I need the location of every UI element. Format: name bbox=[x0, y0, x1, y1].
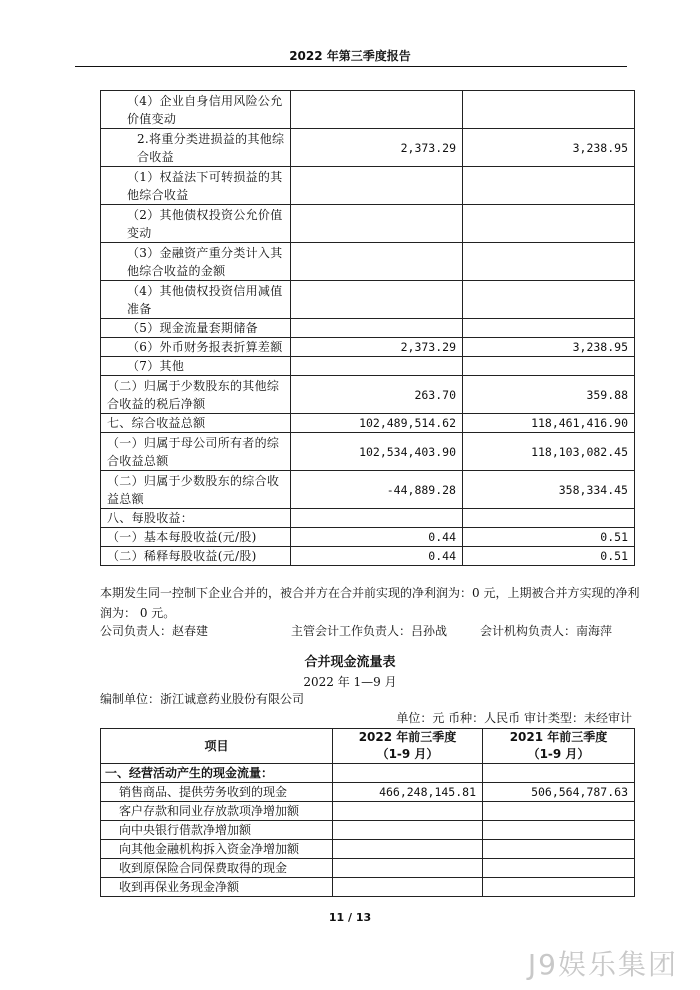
company-officer: 公司负责人：赵春建 bbox=[100, 624, 209, 638]
value-current-period bbox=[291, 319, 463, 338]
row-label: 收到原保险合同保费取得的现金 bbox=[101, 859, 333, 878]
col-header-2021-line1: 2021 年前三季度 bbox=[509, 730, 608, 744]
row-label: （6）外币财务报表折算差额 bbox=[101, 338, 291, 357]
section-prev bbox=[483, 764, 635, 783]
value-2022 bbox=[333, 878, 483, 897]
value-prior-period bbox=[463, 205, 635, 243]
value-prior-period: 358,334.45 bbox=[463, 471, 635, 509]
value-2021 bbox=[483, 840, 635, 859]
col-header-2021 bbox=[483, 729, 635, 764]
col-header-2022-line1: 2022 年前三季度 bbox=[358, 730, 457, 744]
value-2022 bbox=[333, 821, 483, 840]
table-row bbox=[101, 281, 635, 319]
value-prior-period: 3,238.95 bbox=[463, 129, 635, 167]
row-label: 销售商品、提供劳务收到的现金 bbox=[101, 783, 333, 802]
row-label: （二）归属于少数股东的其他综合收益的税后净额 bbox=[101, 376, 291, 414]
table-row bbox=[101, 547, 635, 566]
table-row bbox=[101, 205, 635, 243]
section-cur bbox=[333, 764, 483, 783]
value-2022: 466,248,145.81 bbox=[333, 783, 483, 802]
value-prior-period bbox=[463, 319, 635, 338]
value-current-period: 2,373.29 bbox=[291, 338, 463, 357]
value-current-period bbox=[291, 91, 463, 129]
row-label: （一）归属于母公司所有者的综合收益总额 bbox=[101, 433, 291, 471]
row-label: 2.将重分类进损益的其他综合收益 bbox=[101, 129, 291, 167]
value-current-period: 2,373.29 bbox=[291, 129, 463, 167]
value-current-period bbox=[291, 167, 463, 205]
value-prior-period bbox=[463, 509, 635, 528]
merger-note: 本期发生同一控制下企业合并的，被合并方在合并前实现的净利润为：0 元，上期被合并方实现的净利润为： 0 元。 bbox=[100, 586, 640, 620]
table-row bbox=[101, 319, 635, 338]
value-current-period bbox=[291, 281, 463, 319]
row-label: 客户存款和同业存放款项净增加额 bbox=[101, 802, 333, 821]
value-2022 bbox=[333, 859, 483, 878]
value-current-period bbox=[291, 243, 463, 281]
value-current-period bbox=[291, 357, 463, 376]
table-row bbox=[101, 802, 635, 821]
row-label: （2）其他债权投资公允价值变动 bbox=[101, 205, 291, 243]
col-header-2021-line2: （1-9 月） bbox=[527, 747, 590, 761]
report-header-title: 2022 年第三季度报告 bbox=[289, 49, 411, 63]
col-header-2022 bbox=[333, 729, 483, 764]
value-current-period: 0.44 bbox=[291, 528, 463, 547]
value-prior-period bbox=[463, 357, 635, 376]
unit-currency-audit: 单位：元 币种：人民币 审计类型：未经审计 bbox=[396, 711, 632, 725]
row-label: 八、每股收益： bbox=[101, 509, 291, 528]
section-row bbox=[101, 764, 635, 783]
value-2021 bbox=[483, 802, 635, 821]
row-label: （5）现金流量套期储备 bbox=[101, 319, 291, 338]
table-row bbox=[101, 129, 635, 167]
value-current-period bbox=[291, 205, 463, 243]
value-2021 bbox=[483, 821, 635, 840]
col-header-2022-line2: （1-9 月） bbox=[376, 747, 439, 761]
value-2022 bbox=[333, 840, 483, 859]
table-row bbox=[101, 167, 635, 205]
table-row bbox=[101, 859, 635, 878]
row-label: 向其他金融机构拆入资金净增加额 bbox=[101, 840, 333, 859]
row-label: 收到再保业务现金净额 bbox=[101, 878, 333, 897]
value-prior-period bbox=[463, 167, 635, 205]
table-row bbox=[101, 433, 635, 471]
row-label: （7）其他 bbox=[101, 357, 291, 376]
value-prior-period: 0.51 bbox=[463, 528, 635, 547]
row-label: （4）其他债权投资信用减值准备 bbox=[101, 281, 291, 319]
row-label: （1）权益法下可转损益的其他综合收益 bbox=[101, 167, 291, 205]
value-prior-period: 359.88 bbox=[463, 376, 635, 414]
table-row bbox=[101, 840, 635, 859]
row-label: 向中央银行借款净增加额 bbox=[101, 821, 333, 840]
watermark-logo: J9娱乐集团 bbox=[527, 948, 678, 981]
value-current-period: 0.44 bbox=[291, 547, 463, 566]
value-current-period: 102,489,514.62 bbox=[291, 414, 463, 433]
value-current-period bbox=[291, 509, 463, 528]
value-2021: 506,564,787.63 bbox=[483, 783, 635, 802]
section-title: 一、经营活动产生的现金流量： bbox=[101, 764, 333, 783]
table-row bbox=[101, 243, 635, 281]
row-label: （二）归属于少数股东的综合收益总额 bbox=[101, 471, 291, 509]
header-divider bbox=[75, 66, 627, 67]
table-row bbox=[101, 414, 635, 433]
cashflow-period: 2022 年 1—9 月 bbox=[303, 675, 397, 689]
value-prior-period bbox=[463, 281, 635, 319]
value-prior-period bbox=[463, 243, 635, 281]
value-current-period: 102,534,403.90 bbox=[291, 433, 463, 471]
value-2021 bbox=[483, 859, 635, 878]
row-label: （4）企业自身信用风险公允价值变动 bbox=[101, 91, 291, 129]
cashflow-table bbox=[100, 728, 635, 897]
value-prior-period: 3,238.95 bbox=[463, 338, 635, 357]
table-row bbox=[101, 376, 635, 414]
row-label: （3）金融资产重分类计入其他综合收益的金额 bbox=[101, 243, 291, 281]
preparer: 编制单位：浙江诚意药业股份有限公司 bbox=[100, 692, 305, 706]
table-row bbox=[101, 783, 635, 802]
table-row bbox=[101, 357, 635, 376]
value-2021 bbox=[483, 878, 635, 897]
page-number: 11 / 13 bbox=[328, 911, 372, 924]
value-current-period: -44,889.28 bbox=[291, 471, 463, 509]
accounting-head: 主管会计工作负责人：吕孙战 bbox=[291, 624, 448, 638]
row-label: （二）稀释每股收益(元/股) bbox=[101, 547, 291, 566]
col-header-item: 项目 bbox=[101, 729, 333, 764]
value-current-period: 263.70 bbox=[291, 376, 463, 414]
table-row bbox=[101, 91, 635, 129]
value-prior-period: 118,103,082.45 bbox=[463, 433, 635, 471]
table-row bbox=[101, 528, 635, 547]
cashflow-header-row bbox=[101, 729, 635, 764]
accounting-dept-head: 会计机构负责人：南海萍 bbox=[480, 624, 613, 638]
table-row bbox=[101, 338, 635, 357]
table-row bbox=[101, 471, 635, 509]
table-row bbox=[101, 509, 635, 528]
table-row bbox=[101, 878, 635, 897]
comprehensive-income-table bbox=[100, 90, 635, 566]
value-prior-period: 118,461,416.90 bbox=[463, 414, 635, 433]
table-row bbox=[101, 821, 635, 840]
row-label: （一）基本每股收益(元/股) bbox=[101, 528, 291, 547]
value-prior-period: 0.51 bbox=[463, 547, 635, 566]
value-prior-period bbox=[463, 91, 635, 129]
cashflow-title: 合并现金流量表 bbox=[304, 655, 396, 670]
value-2022 bbox=[333, 802, 483, 821]
row-label: 七、综合收益总额 bbox=[101, 414, 291, 433]
